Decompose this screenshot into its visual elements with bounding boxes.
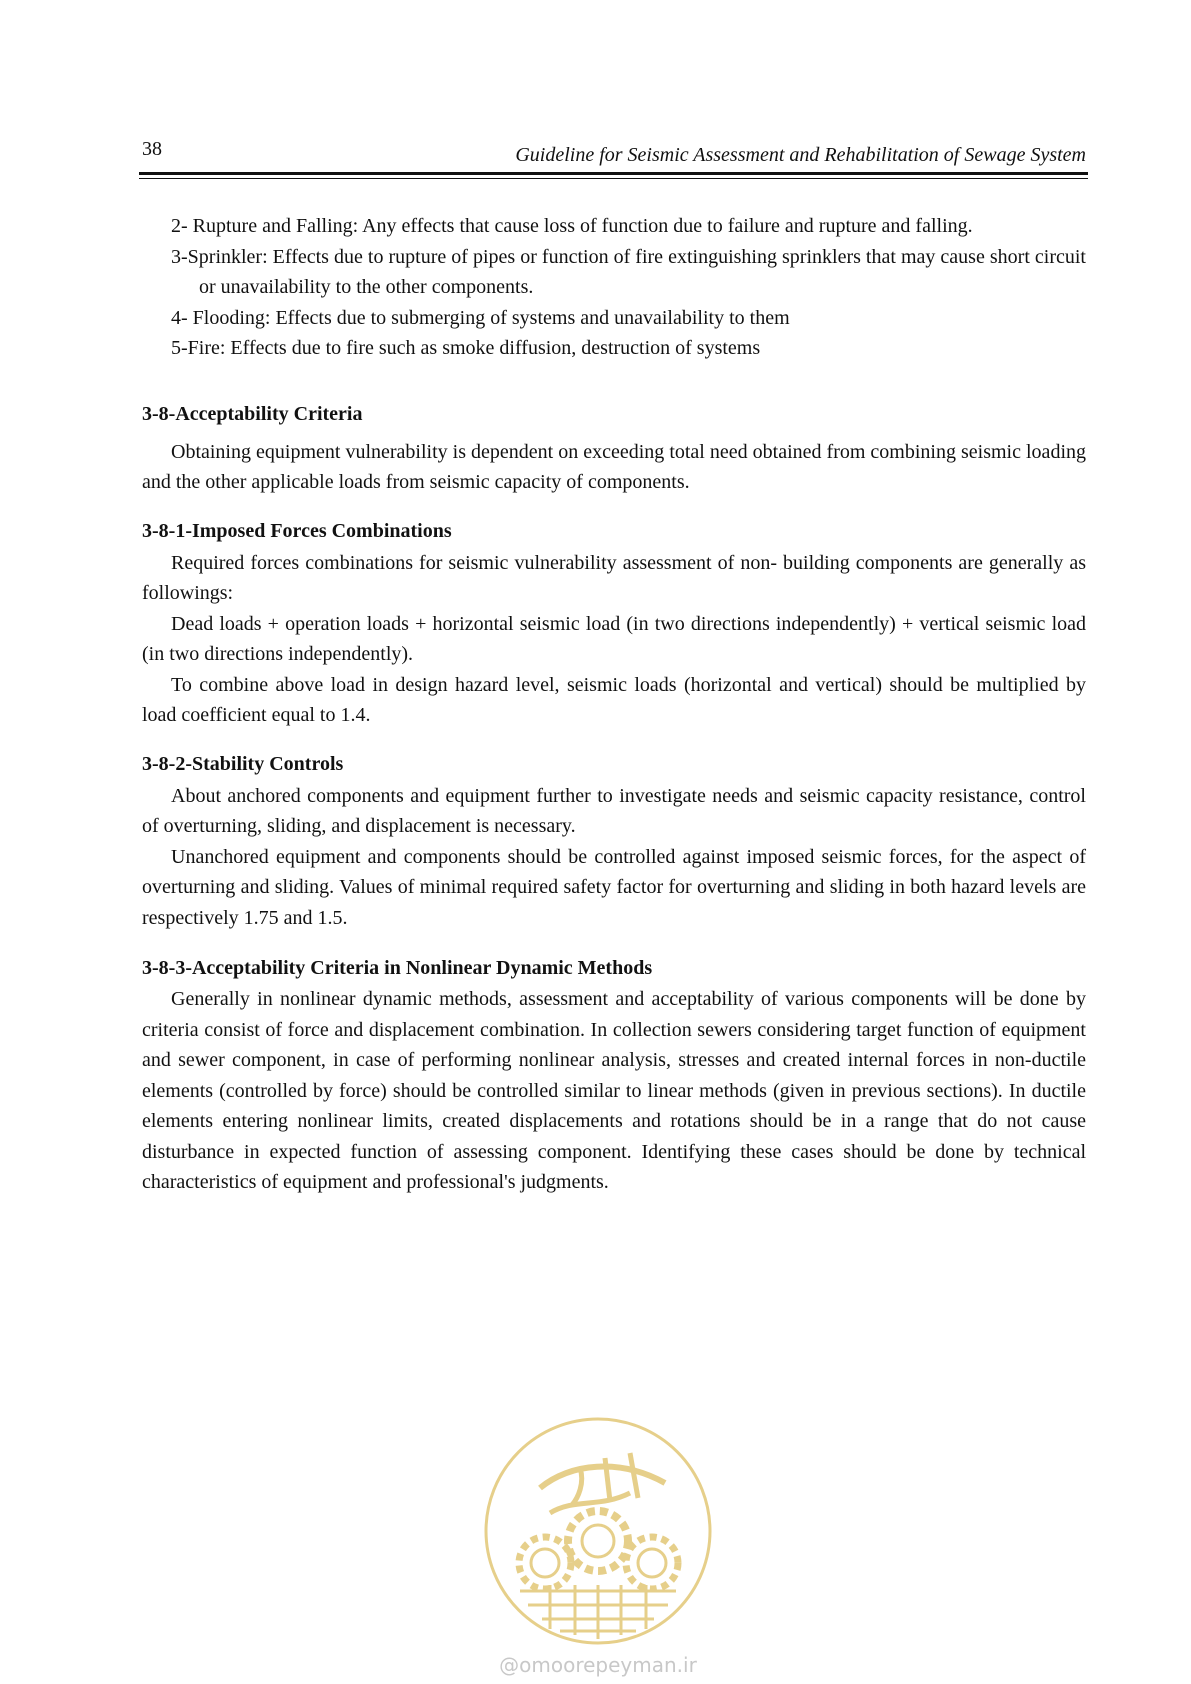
heading-acceptability-criteria: 3-8-Acceptability Criteria (142, 402, 363, 425)
list-item-fire: 5-Fire: Effects due to fire such as smoke diffusion, destruction of systems (171, 337, 761, 359)
paragraph-nonlinear: Generally in nonlinear dynamic methods, assessment and acceptability of various components will be done by criteria consist of force and displacement combination. In collection sewers considering target function of equipment and sewer component, in case of performing nonlinear analysis, stresses and created internal forces in non-ductile elements (controlled by force) should be controlled similar to linear methods (given in previous sections). In ductile elements entering nonlinear limits, created displacements and rotations should be in a range that do not cause disturbance in expected function of assessing component. Identifying these cases should be done by technical characteristics of equipment and professional's judgments. (142, 988, 1086, 1193)
omoorepeyman-seal-icon (480, 1413, 716, 1649)
page-header (142, 134, 1086, 174)
paragraph-imposed-2: Dead loads + operation loads + horizontal seismic load (in two directions independently) + vertical seismic load (in two directions independently). (142, 612, 1086, 665)
heading-imposed-forces: 3-8-1-Imposed Forces Combinations (142, 519, 452, 542)
page-number: 38 (142, 138, 162, 160)
page-body (142, 211, 1086, 1198)
heading-stability-controls: 3-8-2-Stability Controls (142, 752, 344, 775)
paragraph-imposed-3: To combine above load in design hazard level, seismic loads (horizontal and vertical) should be multiplied by load coefficient equal to 1.4. (142, 673, 1086, 726)
list-item-rupture: 2- Rupture and Falling: Any effects that cause loss of function due to failure and rupture and falling. (171, 215, 973, 237)
paragraph-stability-2: Unanchored equipment and components should be controlled against imposed seismic forces, for the aspect of overturning and sliding. Values of minimal required safety factor for overturning and sliding in both hazard levels are respectively 1.75 and 1.5. (142, 845, 1086, 929)
header-rule-thin (139, 178, 1088, 179)
watermark-site-text: @omoorepeyman.ir (499, 1653, 697, 1677)
running-title: Guideline for Seismic Assessment and Rehabilitation of Sewage System (515, 144, 1086, 166)
list-item-flooding: 4- Flooding: Effects due to submerging of systems and unavailability to them (171, 306, 790, 329)
heading-nonlinear-methods: 3-8-3-Acceptability Criteria in Nonlinear Dynamic Methods (142, 957, 653, 979)
paragraph-stability-1: About anchored components and equipment further to investigate needs and seismic capacity resistance, control of overturning, sliding, and displacement is necessary. (142, 784, 1086, 837)
header-rule-thick (139, 172, 1088, 175)
paragraph-acceptability: Obtaining equipment vulnerability is dependent on exceeding total need obtained from combining seismic loading and the other applicable loads from seismic capacity of components. (142, 440, 1086, 493)
paragraph-imposed-1: Required forces combinations for seismic vulnerability assessment of non- building components are generally as followings: (142, 551, 1086, 604)
list-item-sprinkler: 3-Sprinkler: Effects due to rupture of pipes or function of fire extinguishing sprinklers that may cause short circuit or unavailability to the other components. (171, 245, 1086, 298)
